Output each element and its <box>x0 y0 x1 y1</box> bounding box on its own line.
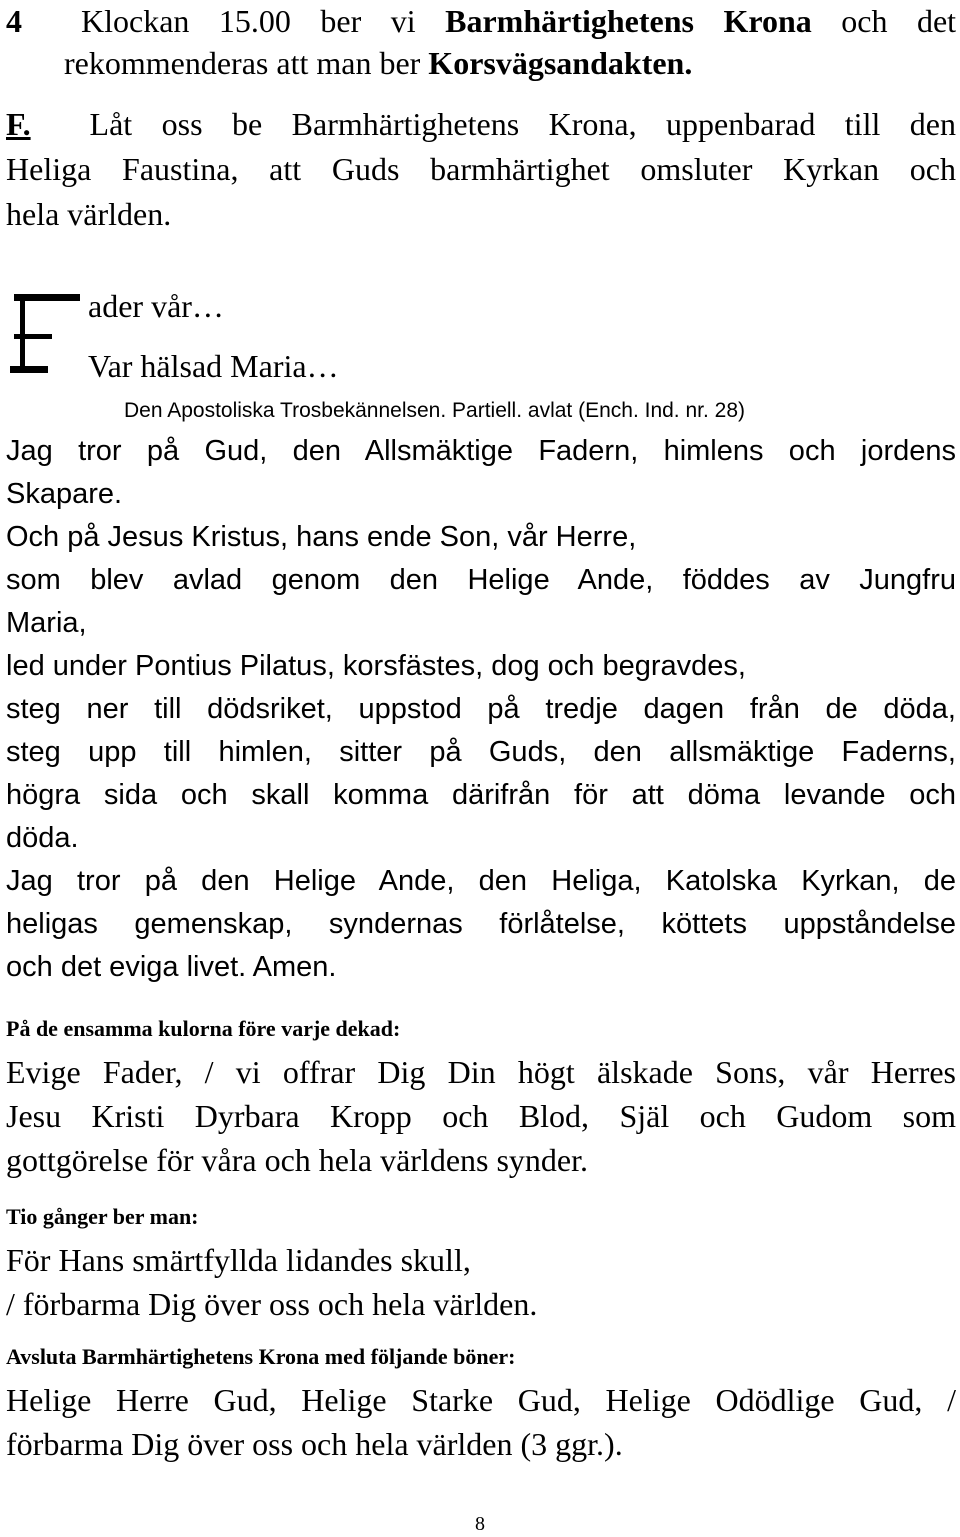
credo-note: Den Apostoliska Trosbekännelsen. Partiell. avlat (Ench. Ind. nr. 28) <box>124 399 746 422</box>
section-line: Helige Herre Gud, Helige Starke Gud, Helige Odödlige Gud, / <box>6 1382 956 1418</box>
section-line: / förbarma Dig över oss och hela världen. <box>6 1286 538 1322</box>
section-heading: Avsluta Barmhärtighetens Krona med följande böner: <box>6 1344 516 1369</box>
item-4-bold-a: Barmhärtighetens Krona <box>445 3 812 39</box>
creed-line: heligas gemenskap, syndernas förlåtelse, köttets uppståndelse <box>6 908 956 940</box>
creed-line: led under Pontius Pilatus, korsfästes, dog och begravdes, <box>6 650 746 682</box>
f-marker: F. <box>6 106 31 142</box>
section-line: För Hans smärtfyllda lidandes skull, <box>6 1242 471 1278</box>
section-line: Jesu Kristi Dyrbara Kropp och Blod, Själ och Gudom som <box>6 1098 956 1134</box>
f-line-1-text: Låt oss be Barmhärtighetens Krona, uppenbarad till den <box>89 106 957 142</box>
creed-line: steg ner till dödsriket, uppstod på tredje dagen från de döda, <box>6 693 956 725</box>
creed-line: Och på Jesus Kristus, hans ende Son, vår Herre, <box>6 521 637 553</box>
f-paragraph <box>6 102 956 237</box>
section-closing-prayers <box>6 1342 956 1466</box>
section-single-beads <box>6 1014 956 1182</box>
creed-line: högra sida och skall komma därifrån för att döma levande och <box>6 779 956 811</box>
section-line: gottgörelse för våra och hela världens synder. <box>6 1142 589 1178</box>
section-line: förbarma Dig över oss och hela världen (3 ggr.). <box>6 1426 623 1462</box>
section-ten-times <box>6 1202 956 1326</box>
f-paragraph-line-1 <box>6 102 956 147</box>
creed-line: som blev avlad genom den Helige Ande, föddes av Jungfru <box>6 564 956 596</box>
prayer-our-father: ader vår… <box>88 288 224 324</box>
creed-line: döda. <box>6 822 79 854</box>
page-number: 8 <box>475 1513 485 1535</box>
creed-line: steg upp till himlen, sitter på Guds, den allsmäktige Faderns, <box>6 736 956 768</box>
item-number: 4 <box>6 3 22 39</box>
item-4-bold-b: Korsvägsandakten. <box>428 45 693 81</box>
item-4-line-1 <box>6 0 956 42</box>
f-paragraph-line-3: hela världen. <box>6 196 172 232</box>
item-4-text-a: Klockan 15.00 ber vi <box>80 3 416 39</box>
creed-line: Jag tror på Gud, den Allsmäktige Fadern, himlens och jordens <box>6 435 956 467</box>
item-4-text-b: och det <box>841 3 957 39</box>
item-4-paragraph <box>6 0 956 84</box>
section-heading: Tio gånger ber man: <box>6 1204 199 1229</box>
creed-line: Maria, <box>6 607 87 639</box>
creed-line: Jag tror på den Helige Ande, den Heliga, Katolska Kyrkan, de <box>6 865 956 897</box>
item-4-line-2 <box>6 42 956 84</box>
dropcap-prayers <box>88 276 339 396</box>
item-4-text-c: rekommenderas att man ber <box>64 45 421 81</box>
prayer-hail-mary: Var hälsad Maria… <box>88 348 339 384</box>
apostles-creed <box>6 430 956 989</box>
creed-line: Skapare. <box>6 478 123 510</box>
creed-line: och det eviga livet. Amen. <box>6 951 337 983</box>
section-line: Evige Fader, / vi offrar Dig Din högt älskade Sons, vår Herres <box>6 1054 956 1090</box>
section-heading: På de ensamma kulorna före varje dekad: <box>6 1016 401 1041</box>
f-paragraph-line-2: Heliga Faustina, att Guds barmhärtighet omsluter Kyrkan och <box>6 151 956 187</box>
drop-cap-f <box>8 290 80 374</box>
